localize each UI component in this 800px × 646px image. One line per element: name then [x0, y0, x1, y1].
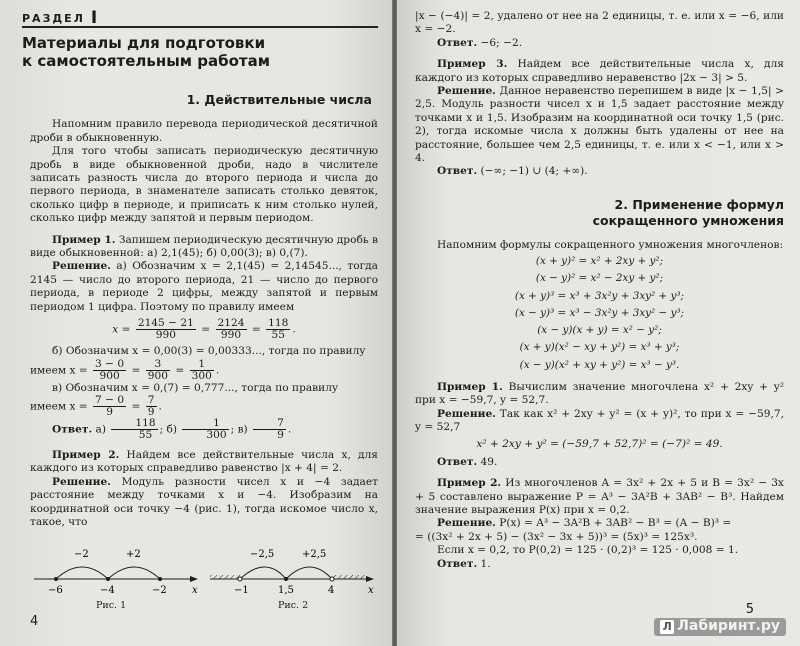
equals: =	[201, 323, 211, 336]
formula: (x − y)(x + y) = x² − y²;	[537, 324, 662, 337]
fraction	[146, 395, 157, 418]
chapter-title-line-2: к самостоятельным работам	[22, 52, 270, 71]
denominator: 55	[111, 429, 157, 441]
axis-label: x	[368, 585, 374, 597]
numerator: 3 − 0	[95, 357, 125, 370]
tick-label: 1,5	[278, 585, 294, 597]
fraction	[216, 318, 247, 341]
page-number: 4	[30, 613, 39, 629]
denominator: 300	[182, 429, 228, 441]
solution-label: Решение.	[52, 260, 111, 273]
fraction	[266, 318, 290, 341]
fraction	[93, 359, 126, 382]
solution-2	[30, 476, 378, 530]
formula: (x − y)² = x² − 2xy + y²;	[535, 272, 664, 285]
denominator: 55	[266, 329, 290, 341]
denominator: 9	[253, 429, 286, 441]
part-b-formula: имеем x = $\frac{3 - 0}{900}$ = $\frac{3}{900}$ = $\frac{1}{300}$ .	[30, 357, 220, 382]
arc-left	[240, 567, 286, 579]
example-label: Пример 1.	[52, 233, 116, 246]
formula: x² + 2xy + y² = (−59,7 + 52,7)² = (−7)² = 49.	[476, 438, 723, 451]
equals: =	[251, 323, 261, 336]
formula-lhs: имеем x =	[30, 364, 88, 376]
part-c-formula: имеем x = $\frac{7 - 0}{9}$ = $\frac{7}{9}$ .	[30, 393, 162, 418]
answer-example-3	[415, 165, 784, 178]
example-3	[415, 58, 784, 85]
formula-lhs: имеем x =	[30, 400, 88, 413]
fraction	[190, 359, 214, 382]
watermark	[654, 618, 786, 636]
example-1	[30, 234, 378, 261]
solution-1-right	[415, 408, 784, 435]
solution-line: = ((3x² + 2x + 5) − (3x² − 3x + 5))³ = (5x)³ = 125x³.	[415, 530, 698, 543]
solution-label: Решение.	[437, 407, 496, 420]
arc-left	[56, 567, 108, 579]
example-text: Запишем периодическую десятичную дробь в виде обыкновенной: а) 2,1(45); б) 0,00(3); в) 0,(7).	[30, 233, 378, 260]
denominator: 990	[216, 329, 247, 341]
numerator: 7	[147, 393, 155, 406]
solution-line: Если x = 0,2, то P(0,2) = 125 · (0,2)³ = 125 · 0,008 = 1.	[437, 544, 739, 557]
tick-label: 4	[328, 585, 335, 597]
formula: (x − y)³ = x³ − 3x²y + 3xy² − y³;	[514, 306, 685, 319]
answer-text: 49.	[480, 455, 498, 468]
fraction	[253, 418, 286, 441]
answer-example-1	[415, 456, 784, 469]
section-header	[22, 8, 378, 28]
solution-3	[415, 85, 784, 165]
figure-1-caption: Рис. 1	[96, 600, 127, 612]
denominator: 900	[93, 370, 126, 382]
arc-label-right: +2,5	[302, 549, 327, 561]
axis-arrow	[366, 576, 374, 582]
fraction	[146, 359, 170, 382]
denominator: 990	[136, 329, 196, 341]
solution-1	[30, 260, 378, 314]
arc-label-left: −2,5	[250, 549, 275, 561]
denominator: 300	[191, 369, 212, 382]
hatch-left	[210, 575, 240, 579]
axis-label: x	[192, 585, 198, 597]
figures	[30, 535, 378, 613]
watermark-text: Лабиринт.ру	[677, 618, 780, 635]
solution-text: Так как x² + 2xy + y² = (x + y)², то при x = −59,7, y = 52,7	[415, 407, 784, 433]
section-heading	[415, 197, 784, 229]
period: .	[292, 323, 296, 336]
example-text: Вычислим значение многочлена x² + 2xy + y² при x = −59,7, y = 52,7.	[415, 380, 784, 407]
axis-arrow	[190, 576, 198, 582]
example-label: Пример 2.	[437, 477, 502, 490]
solution-label: Решение.	[437, 85, 496, 98]
answer-label: Ответ.	[437, 36, 478, 49]
right-page	[397, 0, 800, 646]
solution-text: Данное неравенство перепишем в виде |x − 1,5| > 2,5. Модуль разности чисел x и 1,5 задает расстояние между точками x и 1,5. Изобразим на координатной оси точку 1,5 (рис. 2), тогда искомые числа x должны быть удалены от нее на расстояние, большее чем 2,5 единицы, т. е. или x < −1, или x > 4.	[415, 85, 784, 165]
answer-example-2	[415, 37, 784, 50]
fraction	[111, 418, 157, 441]
point	[284, 577, 288, 581]
arc-label-right: +2	[126, 549, 141, 561]
tick-label: −6	[48, 585, 63, 597]
point	[106, 577, 110, 581]
solution-text: Модуль разности чисел x и −4 задает расстояние между точками x и −4. Изобразим на координатной оси точку −4 (рис. 1), тогда искомое число x, такое, что	[30, 475, 378, 528]
tick-label: −2	[152, 585, 167, 597]
numerator: 3	[154, 357, 162, 370]
paragraph: |x − (−4)| = 2, удалено от нее на 2 единицы, т. е. или x = −6, или x = −2.	[415, 10, 784, 36]
example-text: Из многочленов A = 3x² + 2x + 5 и B = 3x² − 3x + 5 составлено выражение P = A³ − 3A²B + 3AB² − B³. Найдем значение выражения P(x) при x = 0,2.	[415, 477, 784, 516]
solution-label: Решение.	[52, 475, 111, 488]
numerator: 1	[198, 357, 206, 370]
hatch-right	[332, 575, 366, 579]
answer-example-2-right	[415, 558, 784, 571]
answer-text: −6; −2.	[480, 36, 523, 49]
numerator: 118	[268, 317, 289, 330]
solution-2-right	[415, 517, 784, 530]
example-2	[30, 449, 378, 476]
arc-label-left: −2	[74, 549, 89, 561]
answer-text: 1.	[480, 557, 491, 570]
numerator: 2124	[217, 317, 245, 330]
formula-a	[30, 318, 378, 341]
denominator: 9	[147, 405, 155, 418]
point	[238, 577, 242, 581]
answer-part: а)	[95, 423, 106, 436]
example-text: Найдем все действительные числа x, для каждого из которых справедливо равенство |x + 4| = 2.	[30, 448, 378, 475]
paragraph: Для того чтобы записать периодическую десятичную дробь в виде обыкновенной дроби, надо в числителе записать разность числа до второго периода и числа до первого периода, в знаменателе записать столько девяток, сколько цифр в периоде, и приписать к ним столько нулей, сколько цифр между запятой и первым периодом.	[30, 145, 378, 225]
answer-label: Ответ.	[437, 165, 478, 178]
denominator: 900	[147, 369, 168, 382]
example-text: Найдем все действительные числа x, для каждого из которых справедливо неравенство |2x − 3| > 5.	[415, 58, 784, 84]
tick-label: −4	[100, 585, 115, 597]
example-1-right	[415, 381, 784, 408]
answer-label: Ответ.	[437, 557, 478, 570]
point	[330, 577, 334, 581]
fraction	[182, 418, 228, 441]
numerator: 7	[277, 416, 284, 429]
numerator: 1	[213, 416, 220, 429]
tick-label: −1	[234, 585, 249, 597]
page-number: 5	[745, 601, 754, 617]
section-heading: 1. Действительные числа	[186, 92, 372, 108]
section-heading-line-2: сокращенного умножения	[592, 212, 784, 228]
formula: (x − y)(x² + xy + y²) = x³ − y³.	[519, 358, 680, 371]
numerator: 118	[135, 416, 156, 429]
chapter-title-line-1: Материалы для подготовки	[22, 34, 266, 53]
fraction	[136, 318, 196, 341]
formula: (x + y)³ = x³ + 3x²y + 3xy² + y³;	[514, 289, 685, 302]
example-2-right	[415, 477, 784, 517]
answer-part: ; в)	[230, 423, 248, 436]
fraction	[93, 395, 126, 418]
part-b-text: б) Обозначим x = 0,00(3) = 0,00333..., тогда по правилу	[52, 345, 366, 358]
denominator: 9	[93, 406, 126, 418]
solution-text: P(x) = A³ − 3A²B + 3AB² − B³ = (A − B)³ =	[499, 517, 732, 530]
formula: (x + y)² = x² + 2xy + y²;	[535, 255, 664, 268]
arc-right	[286, 567, 332, 579]
example-label: Пример 2.	[52, 448, 120, 461]
solution-text: а) Обозначим x = 2,1(45) = 2,14545..., тогда 2145 — число до второго периода, 21 — число до первого периода, в периоде 2 цифры, между запятой и первым периодом 1 цифра. Поэтому по правилу имеем	[30, 260, 378, 313]
point	[54, 577, 58, 581]
labirint-logo-icon: Л	[660, 620, 674, 634]
paragraph: Напомним формулы сокращенного умножения многочленов:	[437, 238, 784, 251]
section-label: РАЗДЕЛ	[22, 12, 85, 25]
answer-text: (−∞; −1) ∪ (4; +∞).	[480, 165, 588, 178]
answer-part: ; б)	[159, 423, 178, 436]
example-label: Пример 3.	[437, 58, 508, 71]
left-page	[0, 0, 392, 646]
answer-label: Ответ.	[52, 423, 93, 436]
point	[158, 577, 162, 581]
paragraph: Напомним правило перевода периодической десятичной дроби в обыкновенную.	[30, 118, 378, 144]
answer-label: Ответ.	[437, 455, 478, 468]
section-number: I	[90, 8, 98, 28]
answer-1: Ответ. а) $\frac{118}{55}$ ; б) $\frac{1}{300}$ ; в) $\frac{7}{9}$ .	[52, 416, 292, 441]
numerator: 2145 − 21	[137, 317, 194, 330]
section-heading-line-1: 2. Применение формул	[614, 196, 784, 212]
example-label: Пример 1.	[437, 380, 503, 393]
formula: (x + y)(x² − xy + y²) = x³ + y³;	[519, 341, 680, 354]
figure-2-caption: Рис. 2	[278, 600, 309, 612]
formula-lhs: x =	[112, 323, 131, 336]
arc-right	[108, 567, 160, 579]
solution-label: Решение.	[437, 517, 496, 530]
chapter-title	[22, 34, 378, 70]
part-c-text: в) Обозначим x = 0,(7) = 0,777..., тогда по правилу	[52, 381, 339, 394]
formula-list	[415, 253, 784, 372]
numerator: 7 − 0	[95, 393, 125, 406]
